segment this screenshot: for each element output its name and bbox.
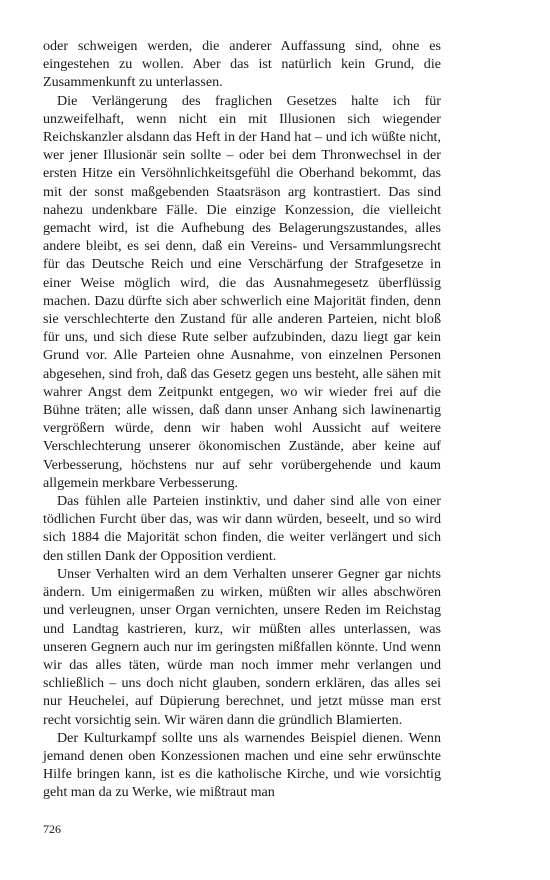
page-number: 726 — [43, 822, 61, 836]
paragraph-2: Die Verlängerung des fraglichen Gesetzes halte ich für unzweifelhaft, wenn nicht ein mit Illusionen sich wiegender Reichskanzler alsdann das Heft in der Hand hat – und ich wüßte nicht, wer jener Illusionär sein sollte – oder bei dem Thronwechsel in der ersten Hitze ein Versöhnlichkeitsgefühl die Oberhand bekommt, das mit der sonst maßgebenden Staatsräson arg kontrastiert. Das sind nahezu undenkbare Fälle. Die einzige Konzession, die vielleicht gemacht wird, ist die Aufhebung des Belagerungszustandes, alles andere bleibt, es sei denn, daß ein Vereins- und Versammlungsrecht für das Deutsche Reich und eine Verschärfung der Strafgesetze in einer Weise möglich wird, die das Ausnahmegesetz überflüssig machen. Dazu dürfte sich aber schwerlich eine Majorität finden, denn sie verschlechterte den Zustand für alle anderen Parteien, nicht bloß für uns, und sich diese Rute selber aufzubinden, dazu liegt gar kein Grund vor. Alle Parteien ohne Ausnahme, von einzelnen Personen abgesehen, sind froh, daß das Gesetz gegen uns besteht, alle sähen mit wahrer Angst dem Zeitpunkt entgegen, wo wir wieder frei auf die Bühne träten; alle wissen, daß dann unser Anhang sich lawinenartig vergrößern würde, denn wir haben wohl Aussicht auf weitere Verschlechterung unserer ökonomischen Zustände, aber keine auf Verbesserung, höchstens nur auf sehr vorübergehende und kaum allgemein merkbare Verbesserung. — [43, 92, 441, 491]
paragraph-4: Unser Verhalten wird an dem Verhalten unserer Gegner gar nichts ändern. Um einigermaßen zu wirken, müßten wir alles abschwören und verleugnen, unser Organ vernichten, unsere Reden im Reichstag und Landtag kastrieren, kurz, wir müßten alles unterlassen, was unseren Gegnern auch nur im geringsten mißfallen könnte. Und wenn wir das alles täten, würde man noch immer mehr verlangen und schließlich – uns doch nicht glauben, sondern erklären, das alles sei nur Heuchelei, auf Düpierung berechnet, und jetzt müsse man erst recht vorsichtig sein. Wir wären dann die gründlich Blamierten. — [43, 565, 441, 728]
paragraph-5: Der Kulturkampf sollte uns als warnendes Beispiel dienen. Wenn jemand denen oben Konzessionen machen und eine sehr erwünschte Hilfe bringen kann, ist es die katholische Kirche, und wie vorsichtig geht man da zu Werke, wie mißtraut man — [43, 729, 441, 801]
document-body — [43, 37, 441, 802]
paragraph-1: oder schweigen werden, die anderer Auffassung sind, ohne es eingestehen zu wollen. Aber das ist natürlich kein Grund, die Zusammenkunft zu unterlassen. — [43, 38, 441, 91]
paragraph-3: Das fühlen alle Parteien instinktiv, und daher sind alle von einer tödlichen Furcht über das, was wir dann würden, beseelt, und so wird sich 1884 die Majorität schon finden, die weiter verlängert und sich den stillen Dank der Opposition verdient. — [43, 493, 441, 564]
